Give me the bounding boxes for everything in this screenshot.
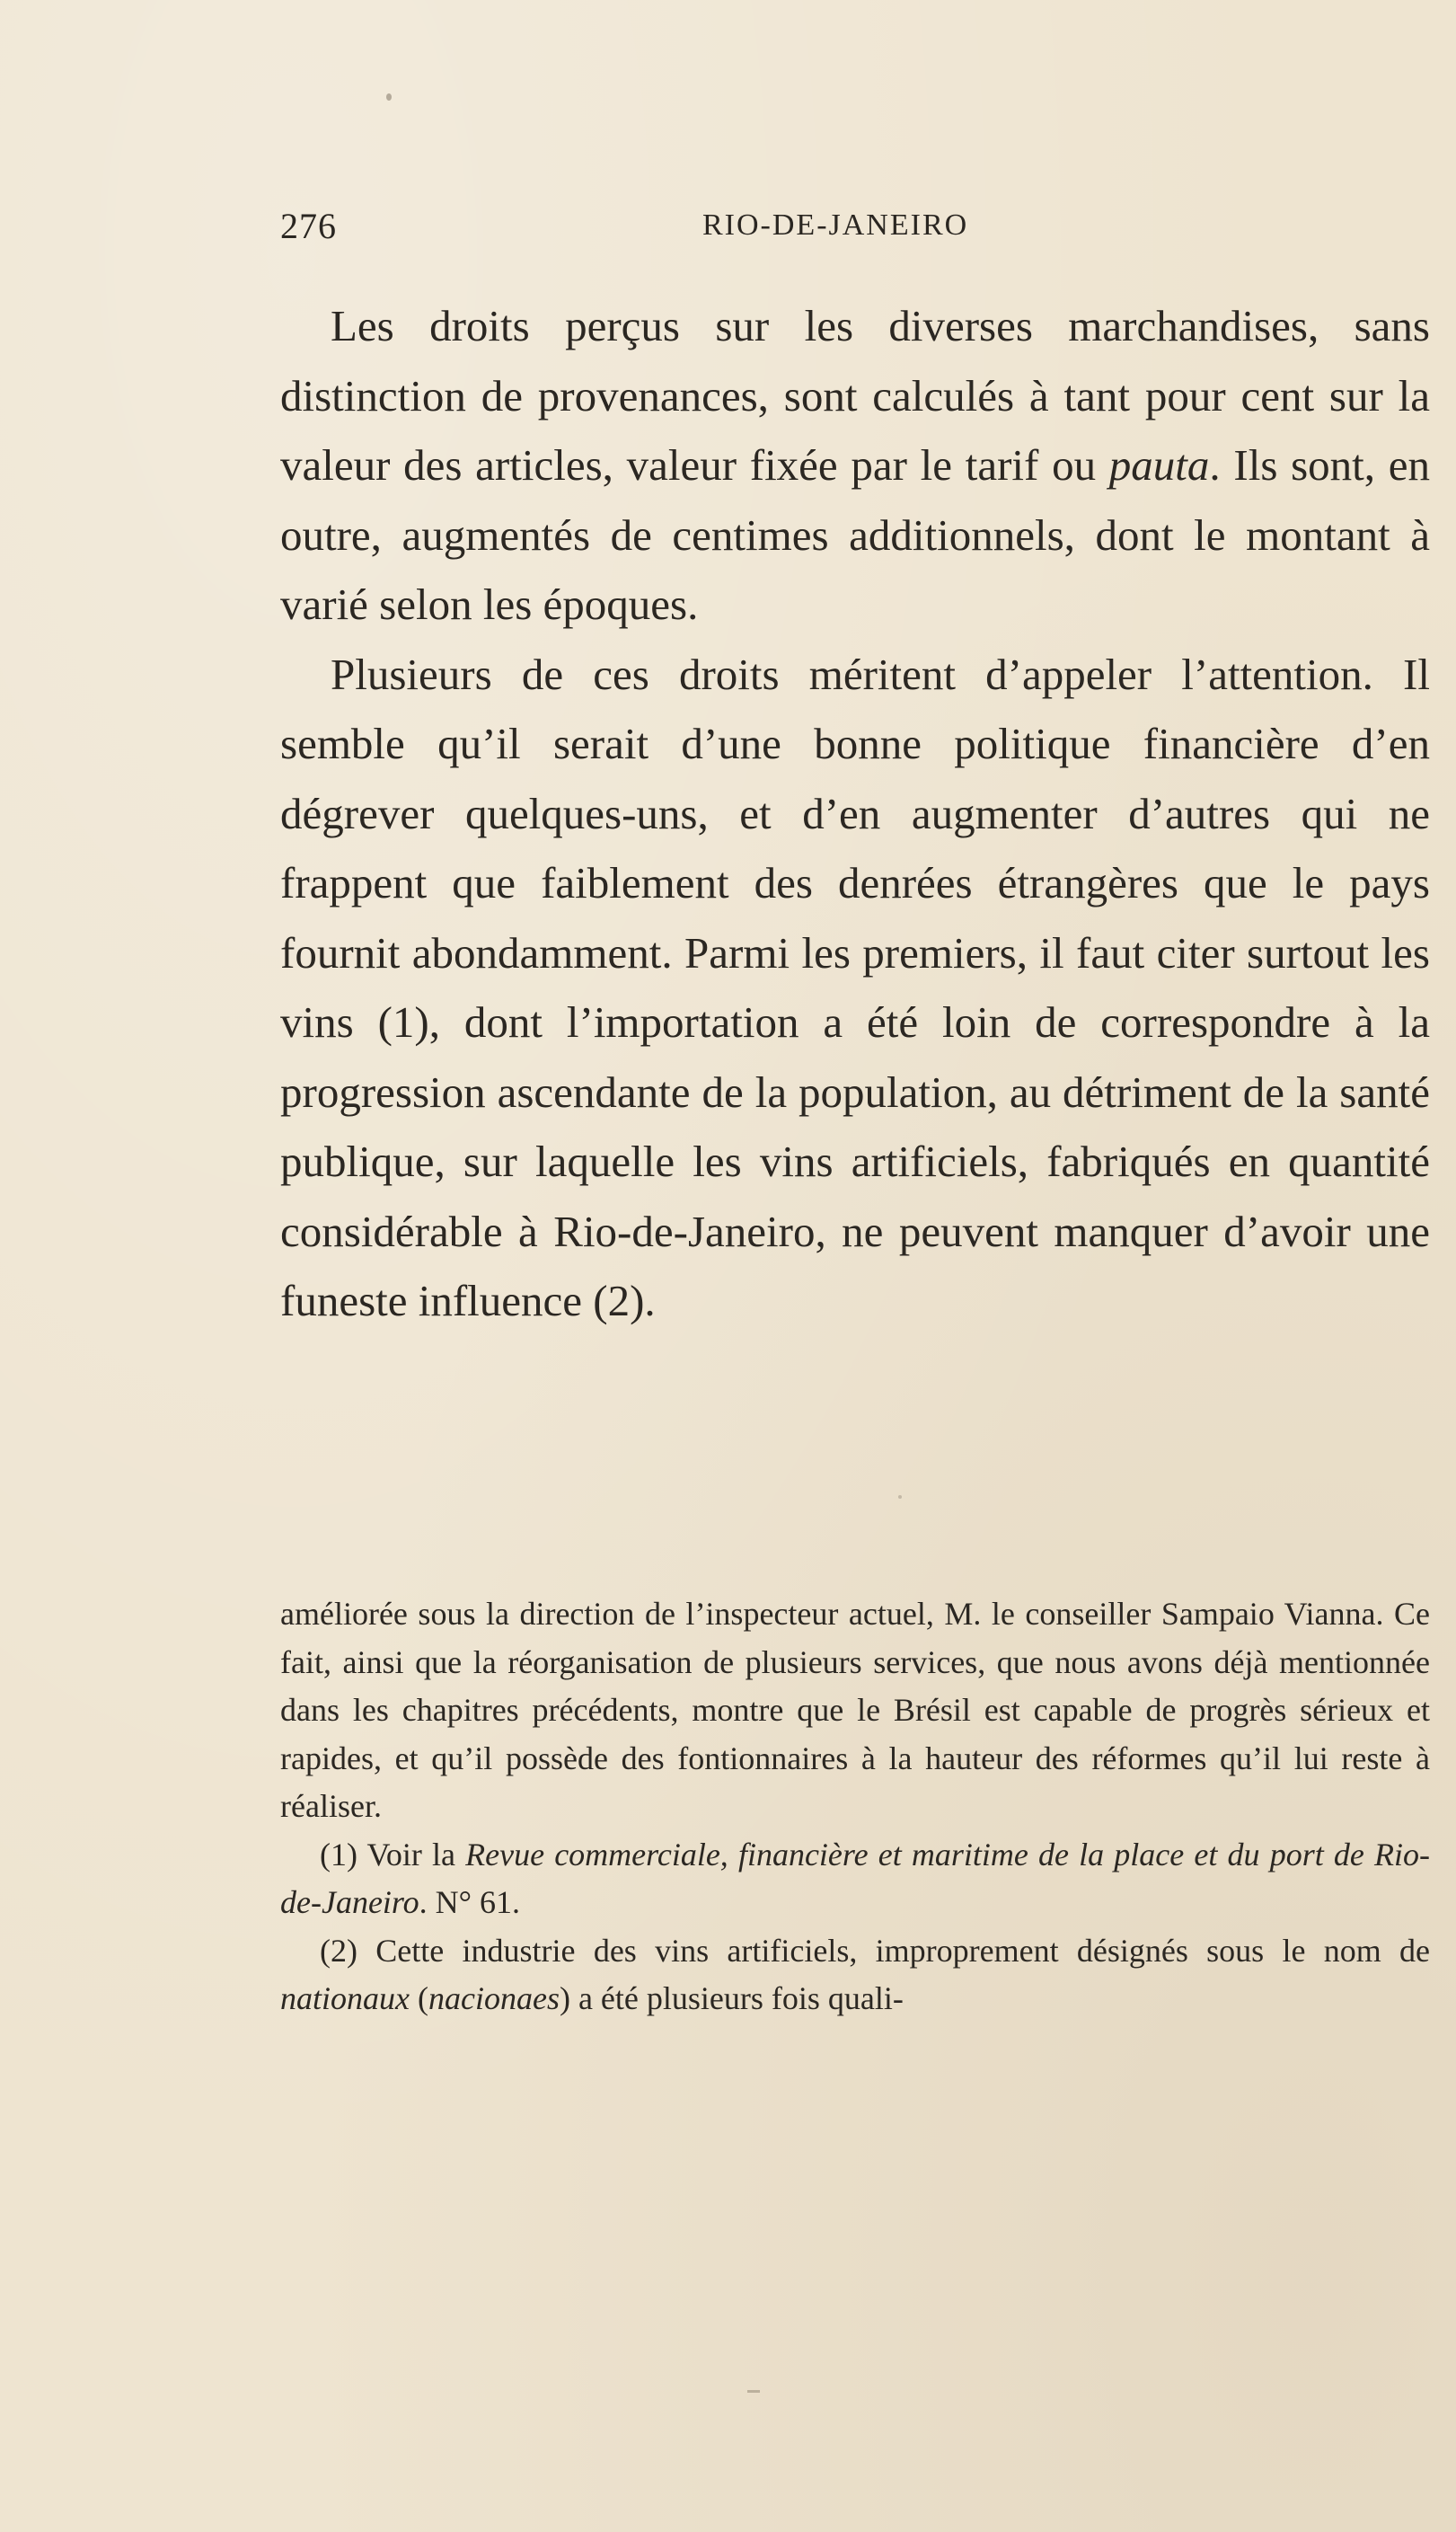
footnote-text: . N° 61.	[419, 1884, 521, 1920]
paper-speck	[898, 1495, 902, 1499]
paragraph-plusieurs	[280, 640, 1430, 1336]
paragraph-text: . Ils sont, en outre, augmentés de centimes additionnels, dont le montant à varié selon les époques.	[280, 440, 1430, 629]
page-header	[280, 205, 1430, 259]
footnote-text: ) a été plusieurs fois quali-	[559, 1980, 904, 2016]
paragraph-text: Plusieurs de ces droits méritent d’appeler l’attention. Il semble qu’il serait d’une bonne politique financière d’en dégrever quelques-uns, et d’en augmenter d’autres qui ne frappent que faiblement des denrées étrangères que le pays fournit abondamment. Parmi les premiers, il faut citer surtout les vins (1), dont l’importation a été loin de correspondre à la progression ascendante de la population, au détriment de la santé publique, sur laquelle les vins artificiels, fabriqués en quantité considérable à Rio-de-Janeiro, ne peuvent manquer d’avoir une funeste influence (2).	[280, 649, 1430, 1325]
footnote-continuation	[280, 1590, 1430, 1831]
paper-mark	[747, 2390, 760, 2393]
footnote-text: améliorée sous la direction de l’inspecteur actuel, M. le conseiller Sampaio Vianna. Ce fait, ainsi que la réorganisation de plusieurs services, que nous avons déjà mentionnée dans les chapitres précédents, montre que le Brésil est capable de progrès sérieux et rapides, et qu’il possède des fontionnaires à la hauteur des réformes qu’il lui reste à réaliser.	[280, 1596, 1430, 1824]
paper-speck	[386, 93, 392, 101]
page-number: 276	[280, 206, 337, 246]
journal-title: Revue commerciale, financière et maritime de la place et du port de Rio-de-Janeiro	[280, 1836, 1430, 1920]
footnote-1	[280, 1831, 1430, 1927]
footnotes	[280, 1590, 1430, 2023]
italic-term: pauta	[1108, 440, 1210, 490]
italic-term: nacionaes	[428, 1980, 560, 2016]
paragraph-text: Les droits perçus sur les diverses marchandises, sans distinction de provenances, sont calculés à tant pour cent sur la valeur des articles, valeur fixée par le tarif ou	[280, 301, 1430, 490]
main-text	[280, 291, 1430, 1336]
footnote-text: (2) Cette industrie des vins artificiels, improprement désignés sous le nom de	[320, 1932, 1430, 1969]
paragraph-droits	[280, 291, 1430, 640]
italic-term: nationaux	[280, 1980, 410, 2016]
running-head: RIO-DE-JANEIRO	[702, 208, 969, 242]
footnote-text: (	[409, 1980, 428, 2016]
footnote-2	[280, 1927, 1430, 2023]
footnote-text: (1) Voir la	[320, 1836, 466, 1872]
